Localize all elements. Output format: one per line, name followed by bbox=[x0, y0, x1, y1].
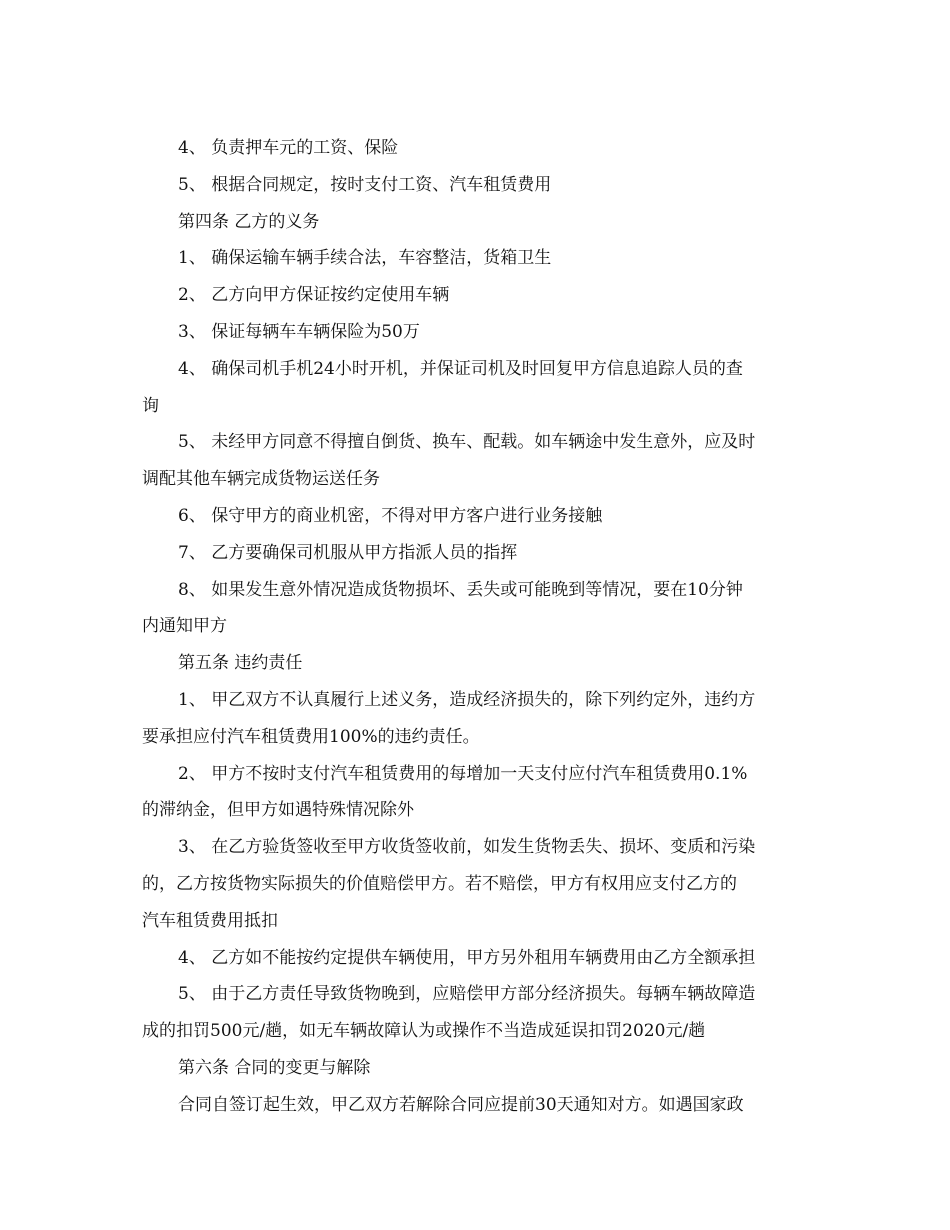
text-line: 第六条 合同的变更与解除 bbox=[178, 1057, 371, 1078]
text-line: 3、 保证每辆车车辆保险为50万 bbox=[178, 321, 420, 342]
text-line: 的滞纳金，但甲方如遇特殊情况除外 bbox=[142, 800, 414, 821]
text-line: 4、 乙方如不能按约定提供车辆使用，甲方另外租用车辆费用由乙方全额承担 bbox=[178, 947, 756, 968]
text-line: 要承担应付汽车租赁费用100%的违约责任。 bbox=[142, 726, 480, 747]
text-line: 的，乙方按货物实际损失的价值赔偿甲方。若不赔偿，甲方有权用应支付乙方的 bbox=[142, 873, 737, 894]
text-line: 4、 负责押车元的工资、保险 bbox=[178, 138, 399, 158]
text-line: 5、 由于乙方责任导致货物晚到，应赔偿甲方部分经济损失。每辆车辆故障造 bbox=[178, 984, 756, 1005]
text-line: 合同自签订起生效，甲乙双方若解除合同应提前30天通知对方。如遇国家政 bbox=[178, 1094, 744, 1115]
text-line: 4、 确保司机手机24小时开机，并保证司机及时回复甲方信息追踪人员的查 bbox=[178, 358, 743, 379]
text-line: 1、 确保运输车辆手续合法，车容整洁，货箱卫生 bbox=[178, 248, 552, 269]
text-line: 2、 甲方不按时支付汽车租赁费用的每增加一天支付应付汽车租赁费用0.1% bbox=[178, 763, 748, 784]
text-line: 第四条 乙方的义务 bbox=[178, 211, 320, 232]
text-line: 8、 如果发生意外情况造成货物损坏、丢失或可能晚到等情况，要在10分钟 bbox=[178, 579, 743, 600]
text-line: 成的扣罚500元/趟，如无车辆故障认为或操作不当造成延误扣罚2020元/趟 bbox=[142, 1021, 706, 1042]
document-body bbox=[142, 130, 807, 1124]
text-line: 6、 保守甲方的商业机密，不得对甲方客户进行业务接触 bbox=[178, 505, 603, 526]
text-line: 1、 甲乙双方不认真履行上述义务，造成经济损失的，除下列约定外，违约方 bbox=[178, 689, 756, 710]
text-line: 5、 根据合同规定，按时支付工资、汽车租赁费用 bbox=[178, 174, 552, 195]
text-line: 内通知甲方 bbox=[142, 616, 227, 637]
text-line: 调配其他车辆完成货物运送任务 bbox=[142, 469, 380, 490]
text-line: 7、 乙方要确保司机服从甲方指派人员的指挥 bbox=[178, 542, 518, 563]
text-line: 5、 未经甲方同意不得擅自倒货、换车、配载。如车辆途中发生意外，应及时 bbox=[178, 432, 756, 453]
text-line: 第五条 违约责任 bbox=[178, 653, 303, 674]
text-line: 询 bbox=[142, 395, 159, 416]
text-line: 汽车租赁费用抵扣 bbox=[142, 910, 278, 931]
text-line: 2、 乙方向甲方保证按约定使用车辆 bbox=[178, 285, 450, 306]
text-line: 3、 在乙方验货签收至甲方收货签收前，如发生货物丢失、损坏、变质和污染 bbox=[178, 837, 756, 858]
